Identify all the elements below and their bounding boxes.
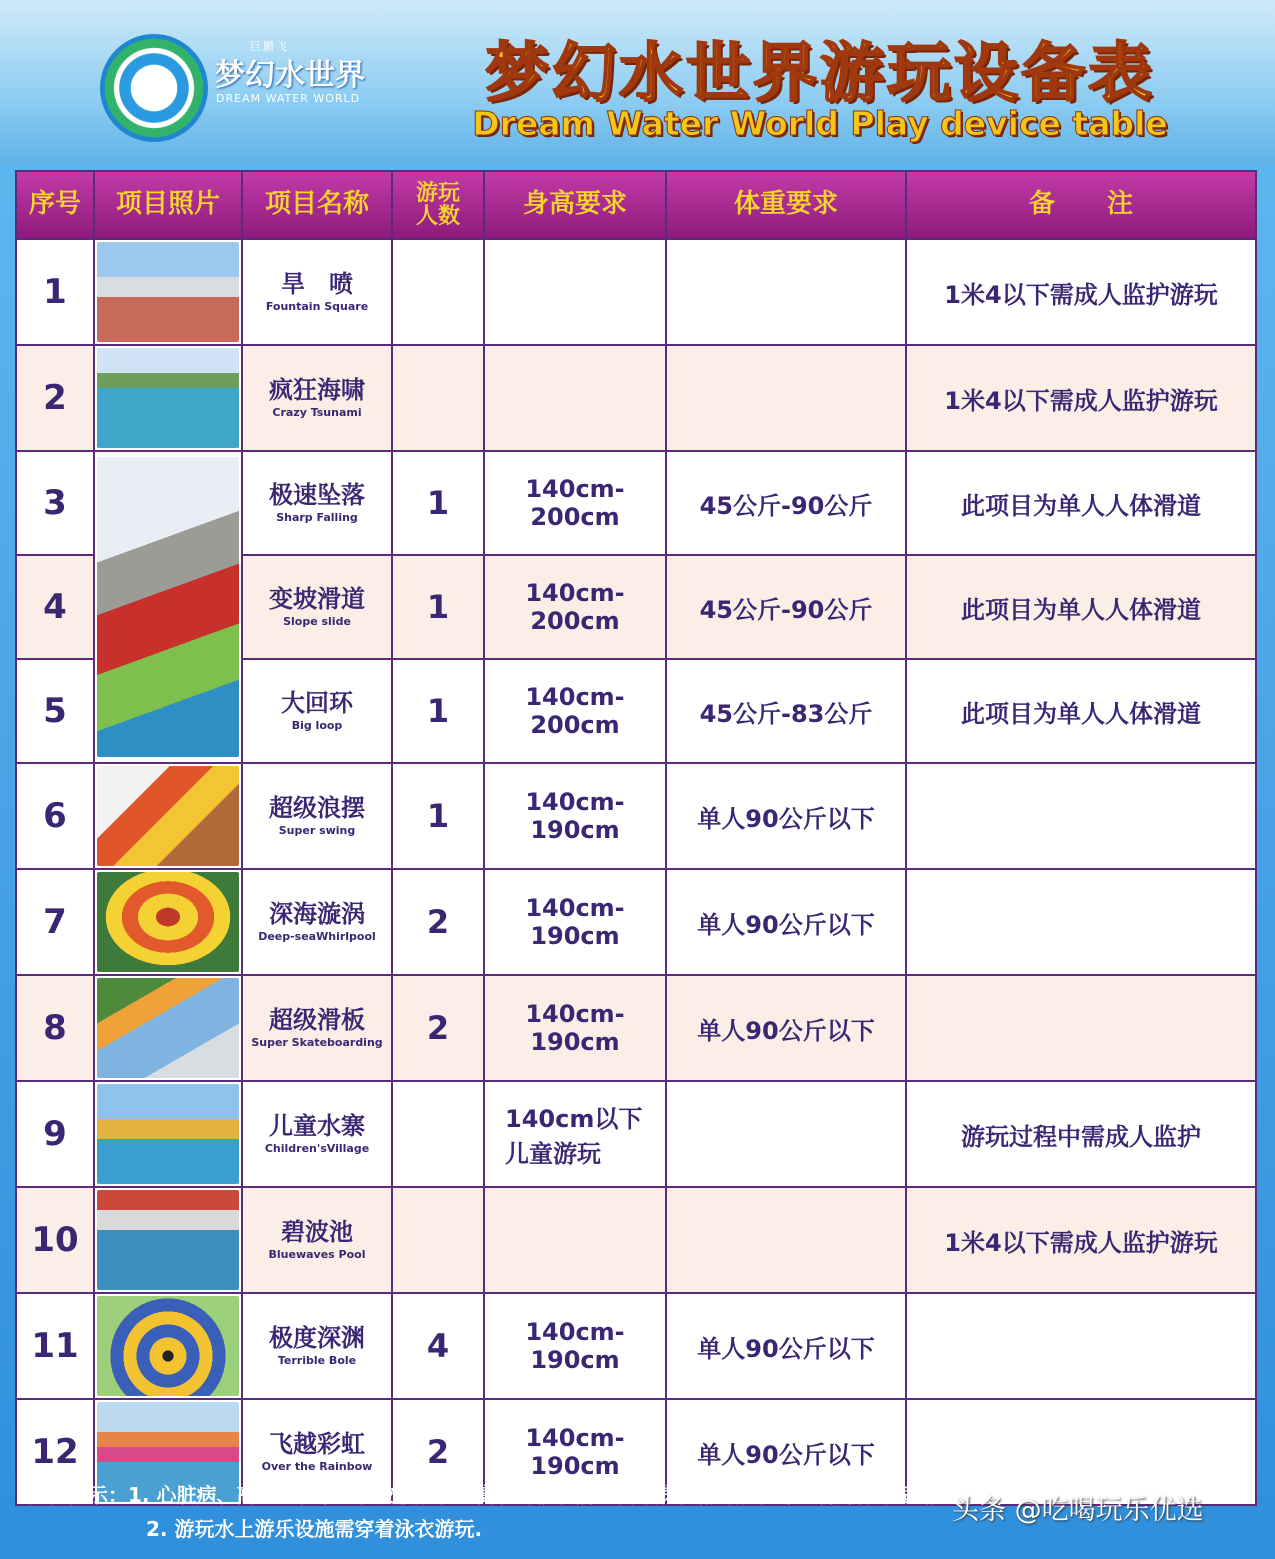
players-count	[392, 1081, 484, 1187]
ride-photo	[94, 451, 242, 763]
ride-photo	[94, 1293, 242, 1399]
logo-subtitle: 巨鹏飞	[250, 40, 289, 53]
table-header-row	[16, 171, 1256, 239]
table-row	[16, 451, 1256, 555]
ride-name-en: Crazy Tsunami	[272, 406, 362, 419]
ride-name-en: Slope slide	[283, 615, 351, 628]
ride-name-en: Terrible Bole	[277, 1354, 357, 1367]
ride-name-cell	[242, 345, 392, 451]
ride-name-en: Super swing	[278, 824, 356, 837]
weight-requirement: 45公斤-90公斤	[666, 555, 906, 659]
table-row	[16, 869, 1256, 975]
logo-name-en: DREAM WATER WORLD	[216, 92, 361, 105]
ride-name-cn: 深海漩涡	[269, 900, 365, 928]
height-requirement: 140cm-190cm	[484, 763, 666, 869]
page-title-en: Dream Water World Play device table	[472, 104, 1168, 143]
ride-name-en: Children'sVillage	[264, 1142, 370, 1155]
tips-line-2: 2. 游玩水上游乐设施需穿着泳衣游玩.	[146, 1517, 483, 1541]
row-number: 3	[16, 451, 94, 555]
table-row	[16, 345, 1256, 451]
weight-requirement: 45公斤-90公斤	[666, 451, 906, 555]
weight-requirement	[666, 1081, 906, 1187]
ride-name-en: Over the Rainbow	[261, 1460, 373, 1473]
ride-name-en: Super Skateboarding	[251, 1036, 383, 1049]
height-requirement	[484, 345, 666, 451]
col-header-people: 游玩 人数	[392, 171, 484, 239]
weight-requirement: 单人90公斤以下	[666, 869, 906, 975]
players-count: 2	[392, 1399, 484, 1505]
table-row	[16, 1081, 1256, 1187]
ride-name-cn: 超级滑板	[269, 1006, 365, 1034]
table-row	[16, 239, 1256, 345]
ride-name-cell	[242, 763, 392, 869]
ride-name-cell	[242, 659, 392, 763]
ride-name-cell	[242, 975, 392, 1081]
height-requirement: 140cm-190cm	[484, 869, 666, 975]
height-requirement: 140cm-190cm	[484, 975, 666, 1081]
height-requirement: 140cm-190cm	[484, 1293, 666, 1399]
players-count	[392, 1187, 484, 1293]
height-requirement	[484, 1187, 666, 1293]
ride-photo	[94, 763, 242, 869]
weight-requirement: 45公斤-83公斤	[666, 659, 906, 763]
ride-name-cn: 大回环	[281, 689, 353, 717]
ride-name-cell	[242, 555, 392, 659]
ride-name-cn: 极速坠落	[269, 481, 365, 509]
ride-photo	[94, 869, 242, 975]
height-requirement: 140cm-200cm	[484, 659, 666, 763]
height-requirement	[484, 239, 666, 345]
safety-tips	[28, 1478, 1004, 1546]
row-number: 5	[16, 659, 94, 763]
ride-name-cell	[242, 1293, 392, 1399]
row-number: 2	[16, 345, 94, 451]
page-title-cn: 梦幻水世界游玩设备表	[485, 37, 1155, 111]
row-number: 7	[16, 869, 94, 975]
remark: 游玩过程中需成人监护	[906, 1081, 1256, 1187]
ride-name-cn: 飞越彩虹	[269, 1430, 365, 1458]
ride-name-cell	[242, 1081, 392, 1187]
players-count: 2	[392, 869, 484, 975]
ride-name-cn: 超级浪摆	[269, 794, 365, 822]
row-number: 6	[16, 763, 94, 869]
ride-photo	[94, 345, 242, 451]
remark: 此项目为单人人体滑道	[906, 659, 1256, 763]
remark: 1米4以下需成人监护游玩	[906, 239, 1256, 345]
height-requirement: 140cm以下 儿童游玩	[484, 1081, 666, 1187]
ride-name-cn: 极度深渊	[269, 1324, 365, 1352]
row-number: 11	[16, 1293, 94, 1399]
device-table	[15, 170, 1257, 1506]
remark: 此项目为单人人体滑道	[906, 555, 1256, 659]
remark: 1米4以下需成人监护游玩	[906, 1187, 1256, 1293]
row-number: 10	[16, 1187, 94, 1293]
row-number: 9	[16, 1081, 94, 1187]
weight-requirement	[666, 345, 906, 451]
ride-name-cn: 旱 喷	[281, 270, 353, 298]
players-count: 1	[392, 555, 484, 659]
remark	[906, 1293, 1256, 1399]
ride-name-en: Deep-seaWhirlpool	[258, 930, 376, 943]
ride-name-cn: 疯狂海啸	[269, 376, 365, 404]
players-count	[392, 239, 484, 345]
row-number: 4	[16, 555, 94, 659]
tips-line-1: 温馨提示：1. 心脏病、高血压、孕妇、皮肤病、恐高、醉酒、肠道传染病、精神病、等一切身体不适谢绝游玩;	[28, 1483, 1005, 1507]
weight-requirement: 单人90公斤以下	[666, 763, 906, 869]
players-count: 2	[392, 975, 484, 1081]
ride-photo	[94, 975, 242, 1081]
ride-photo	[94, 1081, 242, 1187]
table-row	[16, 763, 1256, 869]
remark: 1米4以下需成人监护游玩	[906, 345, 1256, 451]
ride-photo	[94, 239, 242, 345]
ride-name-en: Sharp Falling	[276, 511, 358, 524]
remark: 此项目为单人人体滑道	[906, 451, 1256, 555]
remark	[906, 975, 1256, 1081]
table-row	[16, 1293, 1256, 1399]
row-number: 12	[16, 1399, 94, 1505]
weight-requirement: 单人90公斤以下	[666, 1293, 906, 1399]
ride-name-en: Bluewaves Pool	[268, 1248, 366, 1261]
players-count: 1	[392, 659, 484, 763]
height-requirement: 140cm-200cm	[484, 555, 666, 659]
ride-name-en: Big loop	[291, 719, 343, 732]
remark	[906, 763, 1256, 869]
ride-name-cn: 碧波池	[281, 1218, 353, 1246]
col-header-weight: 体重要求	[666, 171, 906, 239]
table-row	[16, 1187, 1256, 1293]
col-header-height: 身高要求	[484, 171, 666, 239]
water-swirl-icon	[100, 34, 208, 142]
ride-name-cell	[242, 1187, 392, 1293]
ride-name-cell	[242, 239, 392, 345]
col-header-number: 序号	[16, 171, 94, 239]
col-header-name: 项目名称	[242, 171, 392, 239]
col-header-photo: 项目照片	[94, 171, 242, 239]
table-row	[16, 975, 1256, 1081]
ride-name-cn: 儿童水寨	[269, 1112, 365, 1140]
weight-requirement: 单人90公斤以下	[666, 1399, 906, 1505]
players-count: 4	[392, 1293, 484, 1399]
watermark: 头条 @吃喝玩乐优选	[952, 1495, 1204, 1526]
ride-name-en: Fountain Square	[265, 300, 369, 313]
header-banner	[0, 0, 1275, 165]
height-requirement: 140cm-200cm	[484, 451, 666, 555]
players-count	[392, 345, 484, 451]
ride-name-cell	[242, 451, 392, 555]
remark	[906, 869, 1256, 975]
height-requirement: 140cm-190cm	[484, 1399, 666, 1505]
ride-name-cn: 变坡滑道	[269, 585, 365, 613]
row-number: 8	[16, 975, 94, 1081]
weight-requirement	[666, 239, 906, 345]
players-count: 1	[392, 451, 484, 555]
weight-requirement: 单人90公斤以下	[666, 975, 906, 1081]
col-header-notes: 备 注	[906, 171, 1256, 239]
ride-photo	[94, 1187, 242, 1293]
logo-name-cn: 梦幻水世界	[215, 58, 365, 93]
players-count: 1	[392, 763, 484, 869]
ride-name-cell	[242, 869, 392, 975]
weight-requirement	[666, 1187, 906, 1293]
row-number: 1	[16, 239, 94, 345]
park-logo	[100, 34, 380, 144]
